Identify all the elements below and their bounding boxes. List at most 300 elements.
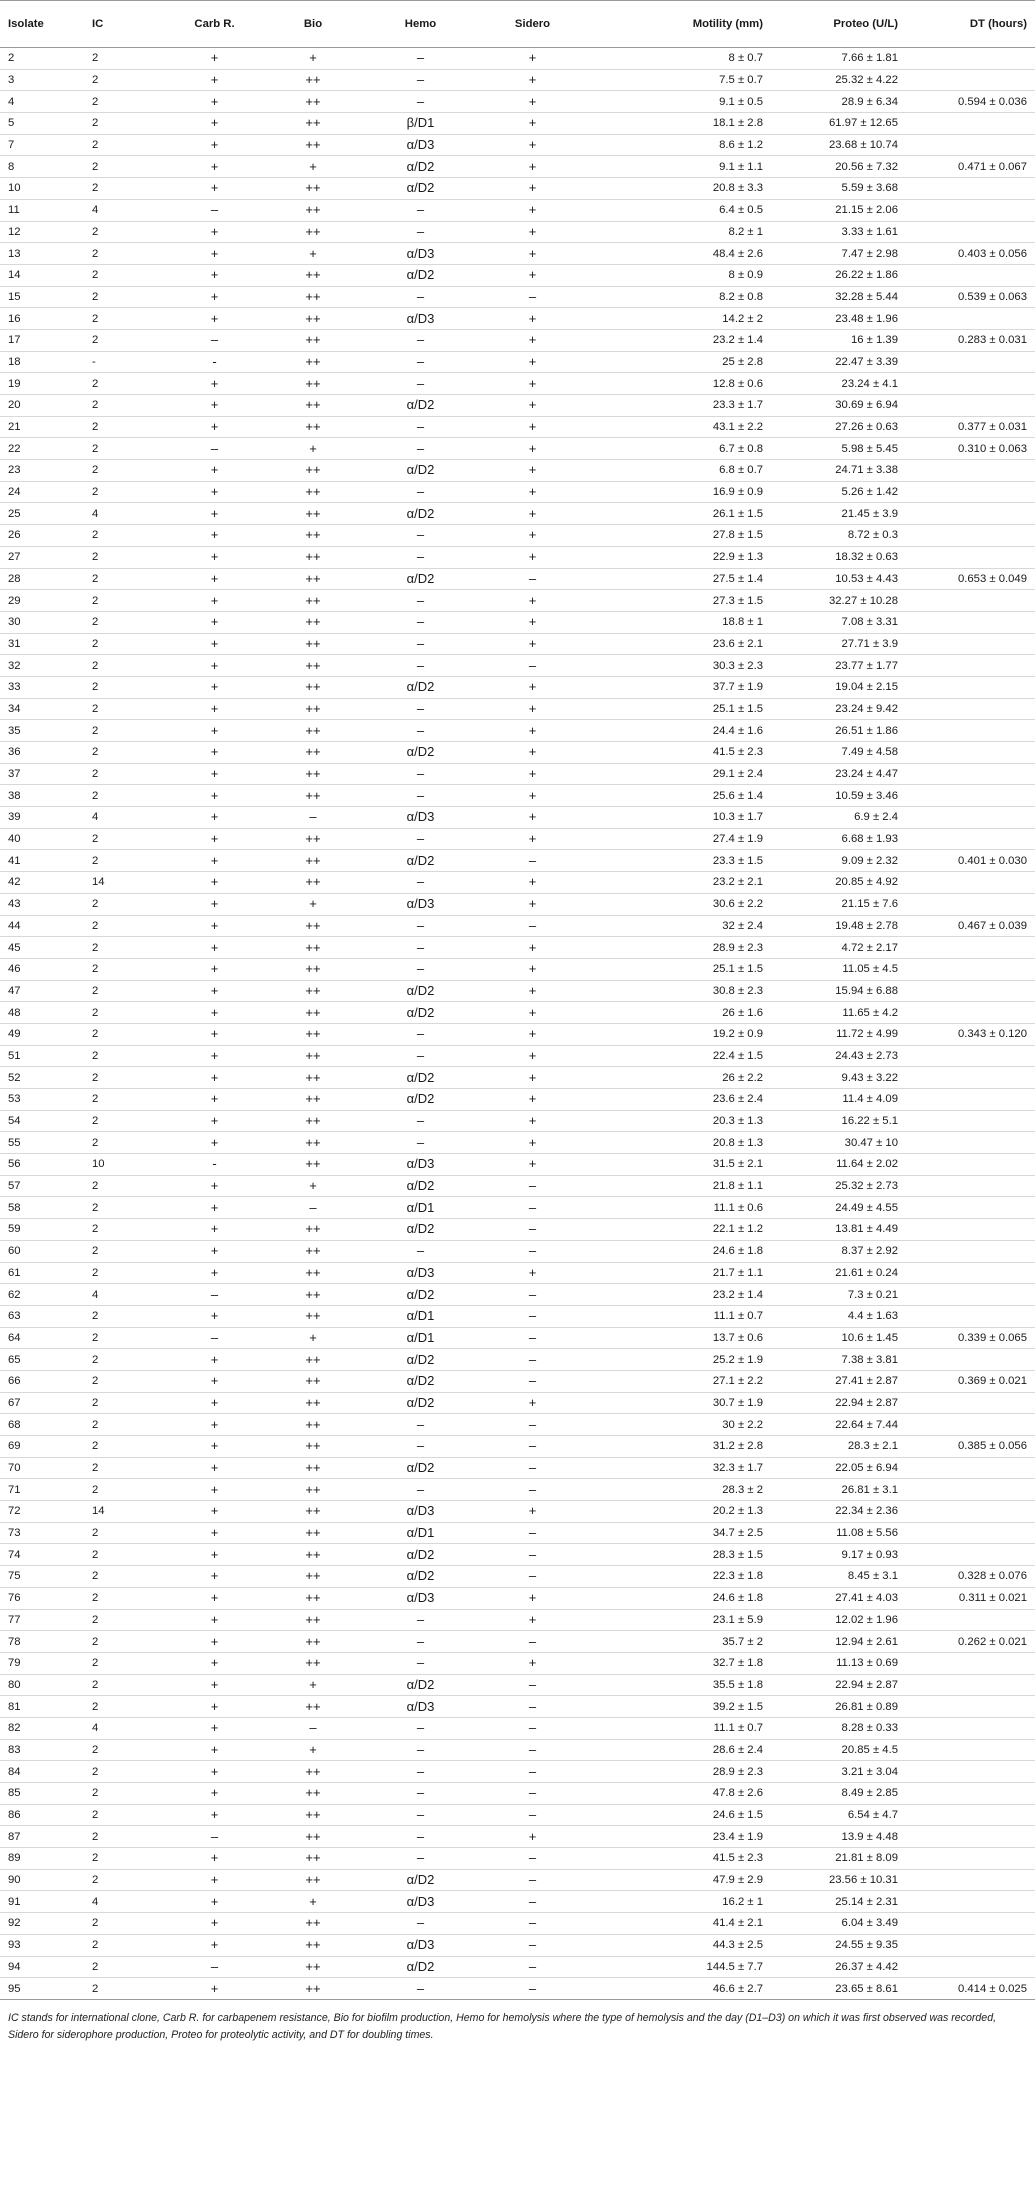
cell-carb-r: +: [164, 850, 265, 872]
cell-hemo: –: [361, 1132, 480, 1154]
cell-proteo: 27.41 ± 2.87: [767, 1370, 906, 1392]
cell-proteo: 28.3 ± 2.1: [767, 1436, 906, 1458]
cell-hemo: α/D2: [361, 1956, 480, 1978]
cell-ic: 2: [92, 1175, 164, 1197]
cell-hemo: –: [361, 481, 480, 503]
cell-proteo: 23.24 ± 4.1: [767, 373, 906, 395]
cell-proteo: 11.64 ± 2.02: [767, 1154, 906, 1176]
cell-hemo: –: [361, 438, 480, 460]
cell-proteo: 25.14 ± 2.31: [767, 1891, 906, 1913]
cell-sidero: –: [480, 1436, 585, 1458]
cell-ic: 14: [92, 872, 164, 894]
cell-dt: 0.343 ± 0.120: [906, 1023, 1035, 1045]
cell-sidero: +: [480, 872, 585, 894]
table-row: [0, 286, 1035, 308]
cell-dt: [906, 1219, 1035, 1241]
cell-motility: 22.3 ± 1.8: [585, 1566, 767, 1588]
table-row: [0, 720, 1035, 742]
cell-ic: 2: [92, 481, 164, 503]
cell-bio: ++: [265, 1284, 361, 1306]
cell-bio: ++: [265, 1349, 361, 1371]
cell-proteo: 3.33 ± 1.61: [767, 221, 906, 243]
cell-bio: +: [265, 1674, 361, 1696]
cell-bio: ++: [265, 1783, 361, 1805]
cell-sidero: +: [480, 1045, 585, 1067]
cell-motility: 6.4 ± 0.5: [585, 199, 767, 221]
cell-bio: ++: [265, 958, 361, 980]
cell-ic: 2: [92, 850, 164, 872]
cell-isolate: 33: [0, 676, 92, 698]
cell-hemo: –: [361, 763, 480, 785]
cell-isolate: 41: [0, 850, 92, 872]
cell-proteo: 11.08 ± 5.56: [767, 1522, 906, 1544]
cell-isolate: 85: [0, 1783, 92, 1805]
cell-isolate: 94: [0, 1956, 92, 1978]
table-row: [0, 807, 1035, 829]
table-row: [0, 1631, 1035, 1653]
table-row: [0, 1305, 1035, 1327]
table-row: [0, 373, 1035, 395]
cell-ic: 2: [92, 720, 164, 742]
cell-isolate: 75: [0, 1566, 92, 1588]
cell-motility: 25.2 ± 1.9: [585, 1349, 767, 1371]
cell-hemo: –: [361, 1913, 480, 1935]
cell-isolate: 62: [0, 1284, 92, 1306]
header-hemo: Hemo: [361, 1, 480, 48]
cell-proteo: 4.4 ± 1.63: [767, 1305, 906, 1327]
cell-dt: [906, 828, 1035, 850]
cell-proteo: 21.81 ± 8.09: [767, 1848, 906, 1870]
cell-sidero: +: [480, 264, 585, 286]
cell-isolate: 15: [0, 286, 92, 308]
table-row: [0, 438, 1035, 460]
cell-dt: [906, 1783, 1035, 1805]
cell-ic: 2: [92, 1761, 164, 1783]
cell-carb-r: +: [164, 1696, 265, 1718]
cell-bio: ++: [265, 1219, 361, 1241]
cell-carb-r: +: [164, 308, 265, 330]
cell-carb-r: +: [164, 676, 265, 698]
cell-isolate: 78: [0, 1631, 92, 1653]
cell-bio: +: [265, 893, 361, 915]
cell-motility: 21.8 ± 1.1: [585, 1175, 767, 1197]
cell-isolate: 48: [0, 1002, 92, 1024]
cell-proteo: 22.34 ± 2.36: [767, 1501, 906, 1523]
cell-motility: 20.3 ± 1.3: [585, 1110, 767, 1132]
cell-bio: ++: [265, 1934, 361, 1956]
cell-motility: 8.2 ± 0.8: [585, 286, 767, 308]
cell-hemo: α/D3: [361, 1587, 480, 1609]
cell-ic: 2: [92, 1566, 164, 1588]
cell-carb-r: +: [164, 1761, 265, 1783]
cell-bio: ++: [265, 481, 361, 503]
cell-hemo: –: [361, 1739, 480, 1761]
cell-hemo: –: [361, 48, 480, 70]
header-carb-r: Carb R.: [164, 1, 265, 48]
cell-carb-r: +: [164, 1566, 265, 1588]
cell-proteo: 10.6 ± 1.45: [767, 1327, 906, 1349]
cell-motility: 35.7 ± 2: [585, 1631, 767, 1653]
cell-sidero: –: [480, 655, 585, 677]
cell-isolate: 43: [0, 893, 92, 915]
cell-motility: 16.9 ± 0.9: [585, 481, 767, 503]
cell-ic: 2: [92, 1089, 164, 1111]
table-row: [0, 1609, 1035, 1631]
cell-dt: [906, 1002, 1035, 1024]
cell-bio: ++: [265, 221, 361, 243]
cell-carb-r: +: [164, 373, 265, 395]
table-row: [0, 1240, 1035, 1262]
cell-ic: 2: [92, 525, 164, 547]
cell-ic: 2: [92, 1587, 164, 1609]
table-row: [0, 980, 1035, 1002]
cell-carb-r: +: [164, 1219, 265, 1241]
cell-sidero: –: [480, 568, 585, 590]
table-row: [0, 958, 1035, 980]
cell-hemo: –: [361, 937, 480, 959]
cell-hemo: –: [361, 1479, 480, 1501]
cell-dt: [906, 546, 1035, 568]
cell-proteo: 27.71 ± 3.9: [767, 633, 906, 655]
cell-hemo: α/D3: [361, 1891, 480, 1913]
cell-proteo: 6.9 ± 2.4: [767, 807, 906, 829]
cell-sidero: +: [480, 416, 585, 438]
cell-bio: ++: [265, 134, 361, 156]
cell-carb-r: +: [164, 1002, 265, 1024]
cell-dt: 0.403 ± 0.056: [906, 243, 1035, 265]
cell-carb-r: +: [164, 937, 265, 959]
cell-isolate: 36: [0, 742, 92, 764]
cell-proteo: 7.47 ± 2.98: [767, 243, 906, 265]
cell-sidero: –: [480, 1566, 585, 1588]
cell-proteo: 3.21 ± 3.04: [767, 1761, 906, 1783]
cell-motility: 23.3 ± 1.5: [585, 850, 767, 872]
header-ic: IC: [92, 1, 164, 48]
table-row: [0, 48, 1035, 70]
cell-dt: [906, 1501, 1035, 1523]
cell-proteo: 10.59 ± 3.46: [767, 785, 906, 807]
cell-bio: ++: [265, 1501, 361, 1523]
cell-carb-r: +: [164, 1175, 265, 1197]
cell-motility: 30.6 ± 2.2: [585, 893, 767, 915]
cell-hemo: –: [361, 1783, 480, 1805]
cell-carb-r: +: [164, 958, 265, 980]
cell-proteo: 25.32 ± 2.73: [767, 1175, 906, 1197]
cell-proteo: 24.43 ± 2.73: [767, 1045, 906, 1067]
cell-isolate: 30: [0, 611, 92, 633]
cell-hemo: –: [361, 373, 480, 395]
cell-proteo: 12.02 ± 1.96: [767, 1609, 906, 1631]
cell-hemo: α/D2: [361, 676, 480, 698]
cell-motility: 11.1 ± 0.7: [585, 1717, 767, 1739]
cell-dt: [906, 655, 1035, 677]
table-row: [0, 828, 1035, 850]
cell-proteo: 21.15 ± 2.06: [767, 199, 906, 221]
table-row: [0, 893, 1035, 915]
cell-isolate: 16: [0, 308, 92, 330]
cell-sidero: +: [480, 438, 585, 460]
cell-sidero: +: [480, 113, 585, 135]
cell-isolate: 71: [0, 1479, 92, 1501]
cell-hemo: –: [361, 828, 480, 850]
table-row: [0, 872, 1035, 894]
cell-bio: ++: [265, 1262, 361, 1284]
cell-bio: ++: [265, 915, 361, 937]
cell-ic: 2: [92, 698, 164, 720]
cell-motility: 35.5 ± 1.8: [585, 1674, 767, 1696]
cell-proteo: 23.68 ± 10.74: [767, 134, 906, 156]
cell-motility: 23.6 ± 2.1: [585, 633, 767, 655]
table-row: [0, 1522, 1035, 1544]
cell-isolate: 86: [0, 1804, 92, 1826]
cell-hemo: α/D2: [361, 742, 480, 764]
cell-isolate: 65: [0, 1349, 92, 1371]
cell-hemo: –: [361, 286, 480, 308]
cell-sidero: +: [480, 1501, 585, 1523]
cell-dt: [906, 1414, 1035, 1436]
cell-motility: 11.1 ± 0.6: [585, 1197, 767, 1219]
cell-proteo: 23.77 ± 1.77: [767, 655, 906, 677]
cell-proteo: 27.41 ± 4.03: [767, 1587, 906, 1609]
table-row: [0, 69, 1035, 91]
cell-ic: 2: [92, 1826, 164, 1848]
cell-proteo: 8.72 ± 0.3: [767, 525, 906, 547]
cell-bio: ++: [265, 742, 361, 764]
cell-hemo: α/D2: [361, 264, 480, 286]
cell-carb-r: +: [164, 1349, 265, 1371]
cell-sidero: +: [480, 1132, 585, 1154]
cell-proteo: 24.55 ± 9.35: [767, 1934, 906, 1956]
cell-sidero: –: [480, 1804, 585, 1826]
cell-dt: [906, 1479, 1035, 1501]
cell-bio: ++: [265, 1522, 361, 1544]
cell-sidero: +: [480, 1392, 585, 1414]
cell-bio: +: [265, 48, 361, 70]
cell-carb-r: +: [164, 1479, 265, 1501]
cell-motility: 24.6 ± 1.5: [585, 1804, 767, 1826]
cell-bio: ++: [265, 416, 361, 438]
cell-isolate: 54: [0, 1110, 92, 1132]
cell-sidero: +: [480, 134, 585, 156]
cell-sidero: –: [480, 1631, 585, 1653]
cell-isolate: 55: [0, 1132, 92, 1154]
cell-bio: ++: [265, 329, 361, 351]
cell-proteo: 16.22 ± 5.1: [767, 1110, 906, 1132]
cell-dt: [906, 1696, 1035, 1718]
cell-sidero: +: [480, 69, 585, 91]
cell-proteo: 22.94 ± 2.87: [767, 1674, 906, 1696]
cell-isolate: 52: [0, 1067, 92, 1089]
cell-carb-r: +: [164, 503, 265, 525]
cell-ic: 2: [92, 1609, 164, 1631]
cell-isolate: 77: [0, 1609, 92, 1631]
cell-dt: 0.311 ± 0.021: [906, 1587, 1035, 1609]
cell-motility: 25.6 ± 1.4: [585, 785, 767, 807]
table-row: [0, 1783, 1035, 1805]
cell-isolate: 18: [0, 351, 92, 373]
cell-sidero: +: [480, 742, 585, 764]
cell-proteo: 13.9 ± 4.48: [767, 1826, 906, 1848]
cell-sidero: +: [480, 785, 585, 807]
cell-carb-r: +: [164, 893, 265, 915]
cell-bio: ++: [265, 1544, 361, 1566]
cell-motility: 10.3 ± 1.7: [585, 807, 767, 829]
cell-dt: [906, 742, 1035, 764]
cell-sidero: –: [480, 1240, 585, 1262]
cell-dt: [906, 264, 1035, 286]
cell-carb-r: +: [164, 91, 265, 113]
cell-carb-r: +: [164, 1305, 265, 1327]
cell-hemo: –: [361, 698, 480, 720]
cell-hemo: –: [361, 221, 480, 243]
cell-isolate: 80: [0, 1674, 92, 1696]
cell-hemo: –: [361, 546, 480, 568]
cell-motility: 30.8 ± 2.3: [585, 980, 767, 1002]
header-dt: DT (hours): [906, 1, 1035, 48]
cell-bio: +: [265, 438, 361, 460]
cell-ic: 2: [92, 676, 164, 698]
cell-hemo: –: [361, 1848, 480, 1870]
cell-isolate: 89: [0, 1848, 92, 1870]
table-row: [0, 1479, 1035, 1501]
cell-motility: 26 ± 2.2: [585, 1067, 767, 1089]
cell-sidero: –: [480, 1327, 585, 1349]
cell-carb-r: –: [164, 329, 265, 351]
cell-carb-r: +: [164, 763, 265, 785]
cell-hemo: α/D2: [361, 1089, 480, 1111]
cell-isolate: 28: [0, 568, 92, 590]
table-row: [0, 329, 1035, 351]
cell-dt: [906, 373, 1035, 395]
cell-ic: 2: [92, 69, 164, 91]
table-row: [0, 1934, 1035, 1956]
cell-hemo: α/D1: [361, 1522, 480, 1544]
cell-proteo: 20.85 ± 4.5: [767, 1739, 906, 1761]
cell-sidero: –: [480, 1197, 585, 1219]
cell-ic: 2: [92, 893, 164, 915]
cell-sidero: –: [480, 1848, 585, 1870]
cell-carb-r: +: [164, 481, 265, 503]
cell-dt: [906, 1739, 1035, 1761]
cell-dt: [906, 48, 1035, 70]
cell-ic: 2: [92, 1457, 164, 1479]
table-row: [0, 264, 1035, 286]
table-row: [0, 1761, 1035, 1783]
cell-motility: 8 ± 0.7: [585, 48, 767, 70]
header-isolate: Isolate: [0, 1, 92, 48]
cell-hemo: –: [361, 1978, 480, 2000]
cell-carb-r: +: [164, 1804, 265, 1826]
cell-ic: 2: [92, 742, 164, 764]
cell-motility: 7.5 ± 0.7: [585, 69, 767, 91]
cell-proteo: 22.94 ± 2.87: [767, 1392, 906, 1414]
cell-bio: ++: [265, 113, 361, 135]
cell-sidero: +: [480, 546, 585, 568]
cell-bio: ++: [265, 1110, 361, 1132]
cell-dt: [906, 1457, 1035, 1479]
cell-sidero: +: [480, 1587, 585, 1609]
cell-sidero: +: [480, 720, 585, 742]
cell-sidero: –: [480, 1674, 585, 1696]
cell-hemo: –: [361, 1761, 480, 1783]
cell-bio: –: [265, 807, 361, 829]
cell-hemo: –: [361, 1110, 480, 1132]
cell-dt: 0.283 ± 0.031: [906, 329, 1035, 351]
cell-dt: [906, 395, 1035, 417]
cell-proteo: 7.49 ± 4.58: [767, 742, 906, 764]
cell-isolate: 20: [0, 395, 92, 417]
cell-dt: [906, 1132, 1035, 1154]
cell-motility: 8.6 ± 1.2: [585, 134, 767, 156]
cell-isolate: 59: [0, 1219, 92, 1241]
cell-sidero: +: [480, 1262, 585, 1284]
cell-sidero: +: [480, 611, 585, 633]
cell-isolate: 58: [0, 1197, 92, 1219]
cell-bio: ++: [265, 1826, 361, 1848]
cell-motility: 23.2 ± 2.1: [585, 872, 767, 894]
cell-ic: 10: [92, 1154, 164, 1176]
cell-carb-r: +: [164, 395, 265, 417]
cell-ic: 2: [92, 91, 164, 113]
cell-ic: 2: [92, 416, 164, 438]
cell-hemo: α/D2: [361, 1370, 480, 1392]
cell-motility: 23.2 ± 1.4: [585, 329, 767, 351]
cell-hemo: α/D1: [361, 1305, 480, 1327]
cell-hemo: α/D1: [361, 1197, 480, 1219]
table-row: [0, 915, 1035, 937]
cell-motility: 34.7 ± 2.5: [585, 1522, 767, 1544]
cell-bio: ++: [265, 546, 361, 568]
cell-dt: [906, 1284, 1035, 1306]
cell-motility: 24.6 ± 1.8: [585, 1587, 767, 1609]
cell-sidero: –: [480, 1913, 585, 1935]
cell-carb-r: –: [164, 1956, 265, 1978]
cell-proteo: 18.32 ± 0.63: [767, 546, 906, 568]
cell-dt: [906, 872, 1035, 894]
header-motility: Motility (mm): [585, 1, 767, 48]
table-row: [0, 742, 1035, 764]
cell-motility: 41.5 ± 2.3: [585, 742, 767, 764]
cell-motility: 6.7 ± 0.8: [585, 438, 767, 460]
cell-isolate: 14: [0, 264, 92, 286]
table-row: [0, 1717, 1035, 1739]
cell-ic: 4: [92, 199, 164, 221]
table-body: [0, 48, 1035, 2000]
cell-ic: 4: [92, 1284, 164, 1306]
cell-bio: –: [265, 1717, 361, 1739]
cell-carb-r: -: [164, 351, 265, 373]
table-row: [0, 178, 1035, 200]
cell-isolate: 12: [0, 221, 92, 243]
cell-bio: ++: [265, 698, 361, 720]
cell-proteo: 13.81 ± 4.49: [767, 1219, 906, 1241]
cell-motility: 24.6 ± 1.8: [585, 1240, 767, 1262]
cell-motility: 18.1 ± 2.8: [585, 113, 767, 135]
table-row: [0, 590, 1035, 612]
cell-proteo: 26.81 ± 0.89: [767, 1696, 906, 1718]
cell-dt: [906, 1110, 1035, 1132]
cell-motility: 44.3 ± 2.5: [585, 1934, 767, 1956]
cell-hemo: α/D3: [361, 893, 480, 915]
cell-motility: 23.4 ± 1.9: [585, 1826, 767, 1848]
cell-isolate: 38: [0, 785, 92, 807]
cell-motility: 27.8 ± 1.5: [585, 525, 767, 547]
cell-sidero: –: [480, 286, 585, 308]
cell-bio: –: [265, 1197, 361, 1219]
cell-dt: [906, 1522, 1035, 1544]
cell-isolate: 11: [0, 199, 92, 221]
cell-dt: 0.471 ± 0.067: [906, 156, 1035, 178]
